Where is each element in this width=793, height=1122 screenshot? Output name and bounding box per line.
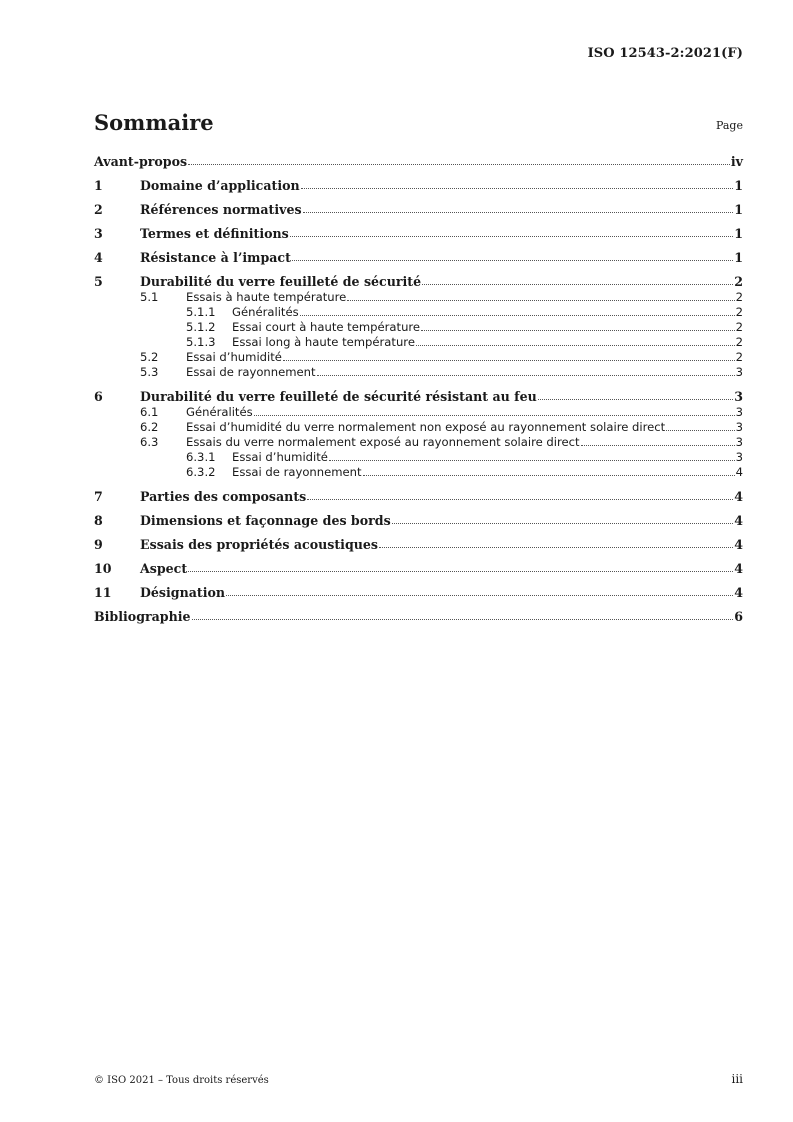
toc-entry-number: 6 <box>94 389 103 404</box>
toc-entry[interactable] <box>94 320 743 335</box>
dot-leader <box>379 547 733 548</box>
toc-entry-number: 5 <box>94 274 103 289</box>
toc-entry-number: 1 <box>94 178 103 193</box>
toc-entry-page: 4 <box>734 489 743 504</box>
dot-leader <box>290 236 733 237</box>
dot-leader <box>422 284 733 285</box>
toc-entry-title: Généralités <box>232 305 299 319</box>
toc-entry-title: Termes et définitions <box>140 226 289 241</box>
document-id: ISO 12543-2:2021(F) <box>587 46 743 61</box>
toc-entry-page: 3 <box>735 450 743 464</box>
toc-entry-title: Résistance à l’impact <box>140 250 291 265</box>
toc-entry-number: 5.1.1 <box>186 305 216 319</box>
toc-entry-page: 2 <box>735 335 743 349</box>
toc-entry[interactable] <box>94 465 743 480</box>
toc-entry[interactable] <box>94 274 743 289</box>
dot-leader <box>392 523 734 524</box>
toc-entry-page: iv <box>730 154 743 169</box>
toc-entry-title: Essai d’humidité du verre normalement non exposé au rayonnement solaire direct <box>186 420 666 434</box>
toc-entry-page: 4 <box>734 513 743 528</box>
toc-entry-number: 5.1 <box>140 290 159 304</box>
toc-entry-title: Essais à haute température <box>186 290 347 304</box>
toc-entry-number: 5.1.2 <box>186 320 216 334</box>
toc-entry[interactable] <box>94 389 743 404</box>
page-column-label: Page <box>715 119 743 132</box>
toc-entry-page: 1 <box>734 226 743 241</box>
toc-entry-page: 3 <box>735 405 743 419</box>
copyright-notice: © ISO 2021 – Tous droits réservés <box>94 1075 269 1086</box>
toc-entry[interactable] <box>94 489 743 504</box>
toc-entry-title: Domaine d’application <box>140 178 300 193</box>
dot-leader <box>307 499 733 500</box>
toc-entry-page: 2 <box>735 305 743 319</box>
dot-leader <box>416 345 735 346</box>
toc-entry[interactable] <box>94 335 743 350</box>
toc-entry-page: 4 <box>734 561 743 576</box>
toc-entry-number: 6.2 <box>140 420 159 434</box>
toc-entry[interactable] <box>94 365 743 380</box>
dot-leader <box>226 595 733 596</box>
toc-entry-page: 4 <box>734 537 743 552</box>
toc-entry-page: 6 <box>734 609 743 624</box>
toc-entry-title: Essai long à haute température <box>232 335 415 349</box>
dot-leader <box>192 619 734 620</box>
toc-entry-title: Durabilité du verre feuilleté de sécurité <box>140 274 422 289</box>
dot-leader <box>329 460 735 461</box>
toc-entry-title: Essai court à haute température <box>232 320 421 334</box>
toc-entry-title: Parties des composants <box>140 489 307 504</box>
toc-entry[interactable] <box>94 154 743 169</box>
dot-leader <box>317 375 735 376</box>
toc-entry[interactable] <box>94 250 743 265</box>
toc-entry-page: 4 <box>734 585 743 600</box>
toc-entry-number: 5.2 <box>140 350 159 364</box>
toc-entry-page: 3 <box>735 365 743 379</box>
dot-leader <box>283 360 735 361</box>
toc-title: Sommaire <box>94 110 214 135</box>
toc-entry-number: 11 <box>94 585 112 600</box>
toc-entry-page: 2 <box>735 350 743 364</box>
toc-entry[interactable] <box>94 226 743 241</box>
toc-entry-title: Bibliographie <box>94 609 191 624</box>
toc-entry-number: 6.1 <box>140 405 159 419</box>
toc-entry-number: 7 <box>94 489 103 504</box>
dot-leader <box>254 415 735 416</box>
toc-entry[interactable] <box>94 290 743 305</box>
toc-entry-title: Essais du verre normalement exposé au rayonnement solaire direct <box>186 435 580 449</box>
dot-leader <box>581 445 735 446</box>
toc-entry-title: Dimensions et façonnage des bords <box>140 513 391 528</box>
toc-entry[interactable] <box>94 305 743 320</box>
dot-leader <box>300 315 735 316</box>
toc-entry-number: 6.3 <box>140 435 159 449</box>
dot-leader <box>666 430 734 431</box>
toc-entry-number: 2 <box>94 202 103 217</box>
toc-entry-title: Essai de rayonnement <box>186 365 316 379</box>
toc-entry[interactable] <box>94 609 743 624</box>
dot-leader <box>292 260 733 261</box>
toc-entry[interactable] <box>94 405 743 420</box>
dot-leader <box>188 571 733 572</box>
toc-entry-number: 3 <box>94 226 103 241</box>
toc-entry-number: 4 <box>94 250 103 265</box>
dot-leader <box>301 188 734 189</box>
toc-entry-title: Essais des propriétés acoustiques <box>140 537 379 552</box>
toc-entry[interactable] <box>94 178 743 193</box>
toc-entry-number: 5.1.3 <box>186 335 216 349</box>
toc-entry-title: Durabilité du verre feuilleté de sécurité résistant au feu <box>140 389 537 404</box>
toc-entry-number: 6.3.2 <box>186 465 216 479</box>
toc-entry[interactable] <box>94 450 743 465</box>
toc-entry-page: 3 <box>735 420 743 434</box>
toc-entry[interactable] <box>94 435 743 450</box>
toc-entry-number: 8 <box>94 513 103 528</box>
toc-entry-page: 2 <box>734 274 743 289</box>
toc-entry-page: 1 <box>734 202 743 217</box>
dot-leader <box>363 475 735 476</box>
toc-entry-page: 1 <box>734 178 743 193</box>
toc-entry-page: 3 <box>735 435 743 449</box>
toc-entry-number: 9 <box>94 537 103 552</box>
toc-entry-page: 2 <box>735 290 743 304</box>
toc-entry[interactable] <box>94 537 743 552</box>
toc-entry-title: Avant-propos <box>94 154 188 169</box>
toc-entry[interactable] <box>94 350 743 365</box>
table-of-contents <box>94 154 743 624</box>
toc-entry[interactable] <box>94 585 743 600</box>
toc-entry-title: Essai d’humidité <box>232 450 328 464</box>
toc-entry-page: 3 <box>734 389 743 404</box>
toc-entry[interactable] <box>94 202 743 217</box>
toc-entry-number: 6.3.1 <box>186 450 216 464</box>
toc-entry-title: Références normatives <box>140 202 302 217</box>
dot-leader <box>347 300 734 301</box>
toc-entry-number: 5.3 <box>140 365 159 379</box>
toc-entry[interactable] <box>94 420 743 435</box>
toc-entry-title: Désignation <box>140 585 226 600</box>
toc-entry-number: 10 <box>94 561 112 576</box>
page-number: iii <box>731 1072 743 1086</box>
toc-entry-title: Généralités <box>186 405 253 419</box>
toc-entry-page: 1 <box>734 250 743 265</box>
toc-entry-title: Aspect <box>140 561 188 576</box>
toc-entry-title: Essai de rayonnement <box>232 465 362 479</box>
dot-leader <box>538 399 733 400</box>
toc-entry-page: 2 <box>735 320 743 334</box>
toc-entry-title: Essai d’humidité <box>186 350 282 364</box>
toc-entry-page: 4 <box>735 465 743 479</box>
toc-entry[interactable] <box>94 561 743 576</box>
toc-entry[interactable] <box>94 513 743 528</box>
dot-leader <box>303 212 734 213</box>
dot-leader <box>421 330 735 331</box>
dot-leader <box>188 164 730 165</box>
